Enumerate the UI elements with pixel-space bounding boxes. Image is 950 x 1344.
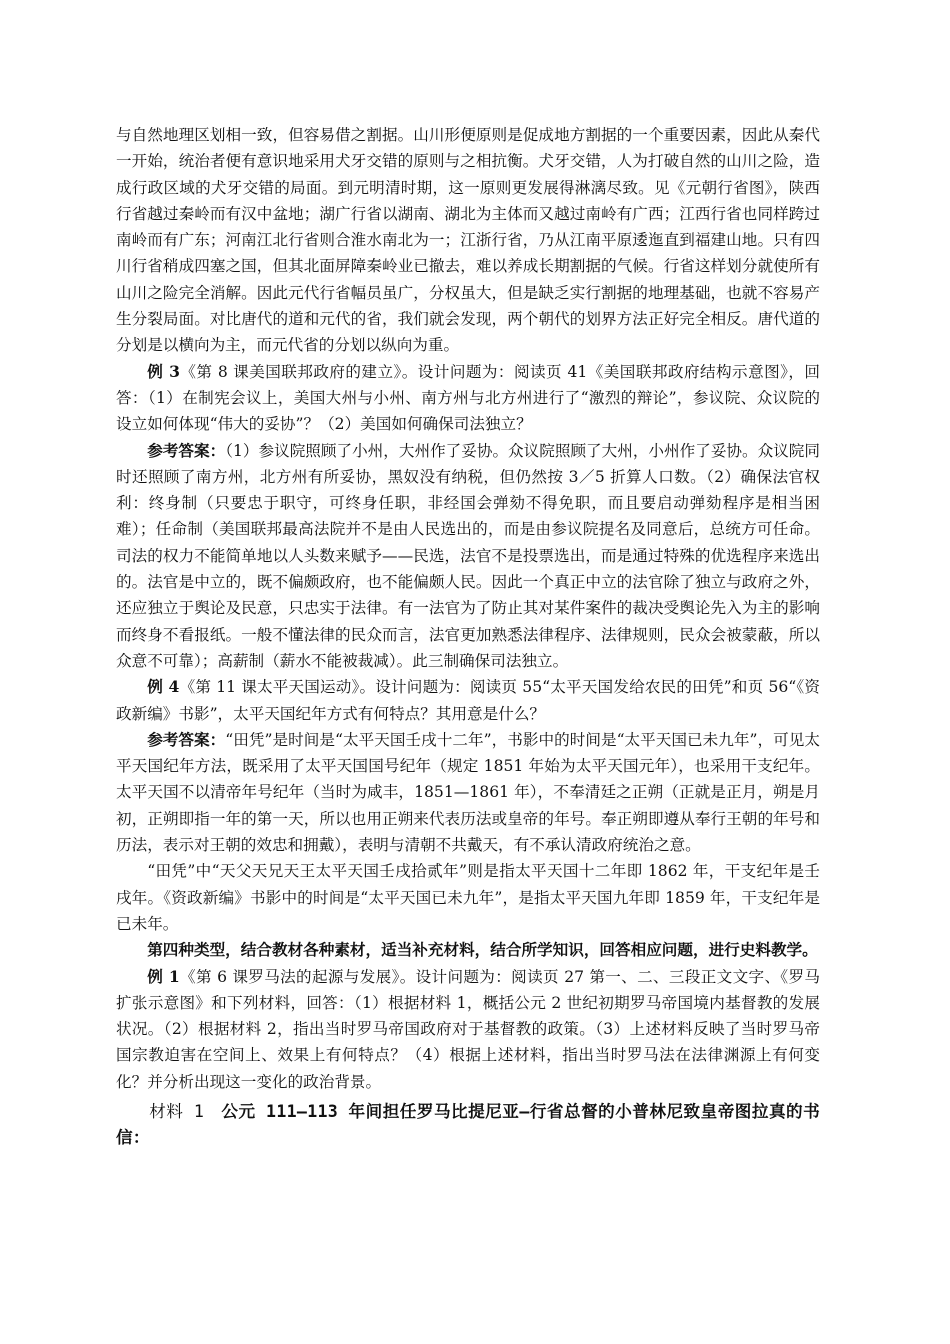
example-4 [116, 674, 820, 727]
material-1-text: 公元 111—113 年间担任罗马比提尼亚—行省总督的小普林尼致皇帝图拉真的书信： [116, 1101, 820, 1148]
paragraph-geography: 与自然地理区划相一致，但容易借之割据。山川形便原则是促成地方割据的一个重要因素，因此从秦代一开始，统治者便有意识地采用犬牙交错的原则与之相抗衡。犬牙交错，人为打破自然的山川之险，造成行政区域的犬牙交错的局面。到元明清时期，这一原则更发展得淋漓尽致。见《元朝行省图》，陕西行省越过秦岭而有汉中盆地；湖广行省以湖南、湖北为主体而又越过南岭有广西；江西行省也同样跨过南岭而有广东；河南江北行省则合淮水南北为一；江浙行省，乃从江南平原逶迤直到福建山地。只有四川行省稍成四塞之国，但其北面屏障秦岭业已撤去，难以养成长期割据的气候。行省这样划分就使所有山川之险完全消解。因此元代行省幅员虽广，分权虽大，但是缺乏实行割据的地理基础，也就不容易产生分裂局面。对比唐代的道和元代的省，我们就会发现，两个朝代的划界方法正好完全相反。唐代道的分划是以横向为主，而元代省的分划以纵向为重。 [116, 126, 820, 355]
document-body [116, 122, 820, 1152]
example-3 [116, 359, 820, 438]
answer-3-label: 参考答案： [147, 440, 226, 460]
answer-3-text: （1）参议院照顾了小州，大州作了妥协。众议院照顾了大州，小州作了妥协。众议院同时还照顾了南方州，北方州有所妥协，黑奴没有纳税，但仍然按 3／5 折算人口数。（2）确保法官权利：终身制（只要忠于职守，可终身任职，非经国会弹劾不得免职，而且要启动弹劾程序是相当困难）；任命制（美国联邦最高法院并不是由人民选出的，而是由参议院提名及同意后，总统方可任命。司法的权力不能简单地以人头数来赋予——民选，法官不是投票选出，而是通过特殊的优选程序来选出的。法官是中立的，既不偏颇政府，也不能偏颇人民。因此一个真正中立的法官除了独立与政府之外，还应独立于舆论及民意，只忠实于法律。有一法官为了防止其对某件案件的裁决受舆论先入为主的影响而终身不看报纸。一般不懂法律的民众而言，法官更加熟悉法律程序、法律规则，民众会被蒙蔽，所以众意不可靠）；高薪制（薪水不能被裁减）。此三制确保司法独立。 [116, 441, 820, 670]
example-4-label: 例 4 [147, 677, 180, 697]
paragraph-tianping: “田凭”中“天父天兄天王太平天国壬戌拾贰年”则是指太平天国十二年即 1862 年，干支纪年是壬戌年。《资政新编》书影中的时间是“太平天国已未九年”，是指太平天国九年即 1859 年，干支纪年是已未年。 [116, 862, 820, 933]
material-1 [116, 1099, 820, 1152]
example-4-text: 《第 11 课太平天国运动》。设计问题为：阅读页 55“太平天国发给农民的田凭”和页 56“《资政新编》书影”，太平天国纪年方式有何特点？其用意是什么？ [116, 678, 821, 723]
answer-4-text: “田凭”是时间是“太平天国壬戌十二年”，书影中的时间是“太平天国已未九年”，可见太平天国纪年方法，既采用了太平天国国号纪年（规定 1851 年始为太平天国元年），也采用干支纪年。太平天国不以清帝年号纪年（当时为咸丰，1851—1861 年），不奉清廷之正朔（正就是正月，朔是月初，正朔即指一年的第一天，所以也用正朔来代表历法或皇帝的年号。奉正朔即遵从奉行王朝的年号和历法，表示对王朝的效忠和拥戴），表明与清朝不共戴天，有不承认清政府统治之意。 [116, 730, 820, 855]
example-3-label: 例 3 [147, 361, 180, 381]
example-1-label: 例 1 [147, 966, 180, 986]
answer-4-label: 参考答案： [147, 729, 226, 749]
example-1-text: 《第 6 课罗马法的起源与发展》。设计问题为：阅读页 27 第一、二、三段正文文字、《罗马扩张示意图》和下列材料，回答：（1）根据材料 1，概括公元 2 世纪初期罗马帝国境内基督教的发展状况。（2）根据材料 2，指出当时罗马帝国政府对于基督教的政策。（3）上述材料反映了当时罗马帝国宗教迫害在空间上、效果上有何特点？（4）根据上述材料，指出当时罗马法在法律渊源上有何变化？并分析出现这一变化的政治背景。 [116, 967, 820, 1091]
type-4-heading: 第四种类型，结合教材各种素材，适当补充材料，结合所学知识，回答相应问题，进行史料教学。 [147, 940, 818, 960]
answer-3 [116, 438, 820, 675]
answer-4 [116, 727, 820, 858]
example-3-text: 《第 8 课美国联邦政府的建立》。设计问题为：阅读页 41《美国联邦政府结构示意图》，回答：（1）在制宪会议上，美国大州与小州、南方州与北方州进行了“激烈的辩论”，参议院、众议院的设立如何体现“伟大的妥协”？（2）美国如何确保司法独立？ [116, 362, 820, 434]
example-1 [116, 964, 820, 1095]
material-1-label: 材料 1 [149, 1101, 205, 1121]
